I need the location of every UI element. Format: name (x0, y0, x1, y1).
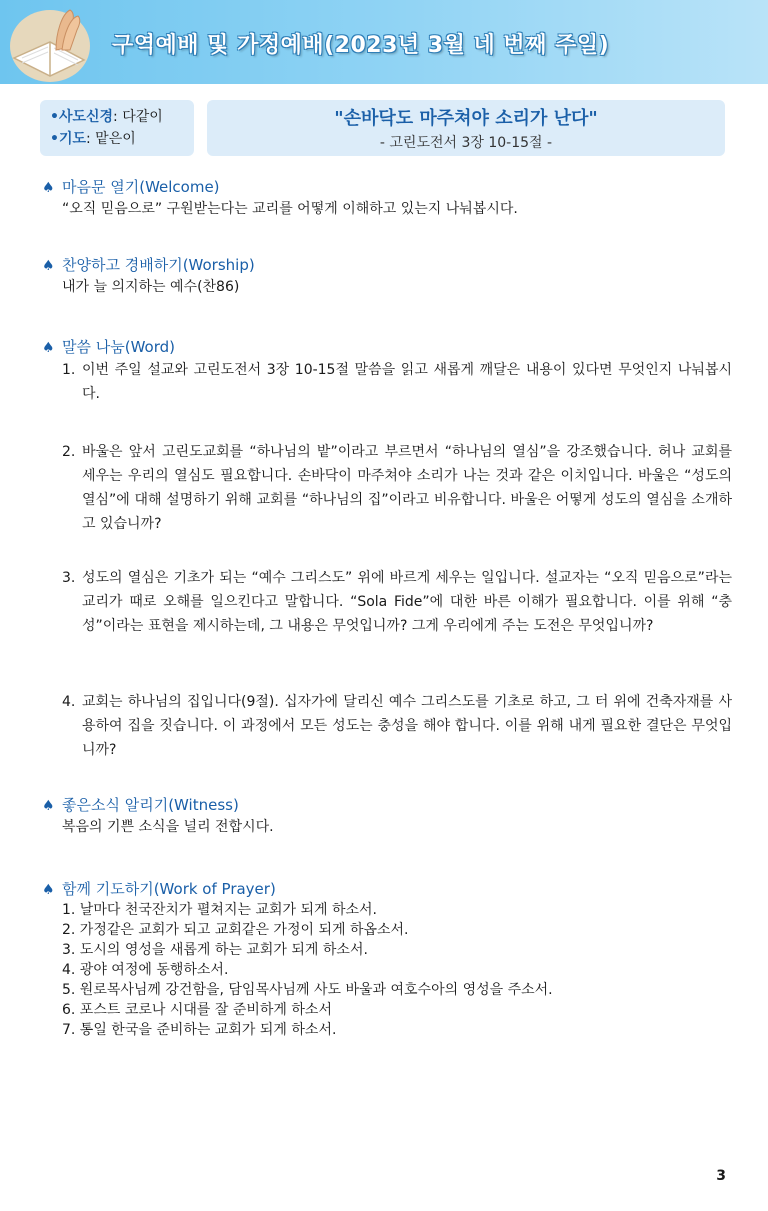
spade-icon: ♠ (42, 340, 55, 356)
page-number: 3 (716, 1168, 726, 1184)
question-item (62, 690, 732, 762)
question-number: 2. (62, 444, 76, 460)
section-heading-text: 마음문 열기(Welcome) (62, 178, 220, 196)
prayer-value: : 맡은이 (86, 131, 136, 147)
sermon-reference: - 고린도전서 3장 10-15절 - (379, 135, 553, 151)
section-heading (42, 336, 732, 358)
section-body: 내가 늘 의지하는 예수(찬86) (62, 279, 240, 295)
spade-icon: ♠ (42, 798, 55, 814)
section-prayer (42, 878, 732, 1040)
prayer-item: 2. 가정같은 교회가 되고 교회같은 가정이 되게 하옵소서. (62, 922, 409, 938)
section-welcome (42, 176, 732, 220)
prayer-line (50, 128, 194, 150)
prayer-label: •기도 (50, 131, 86, 147)
prayer-item: 6. 포스트 코로나 시대를 잘 준비하게 하소서 (62, 1002, 332, 1018)
page-title: 구역예배 및 가정예배(2023년 3월 네 번째 주일) (112, 33, 610, 58)
spade-icon: ♠ (42, 180, 55, 196)
question-text: 교회는 하나님의 집입니다(9절). 십자가에 달리신 예수 그리스도를 기초로 하고, 그 터 위에 건축자재를 사용하여 집을 짓습니다. 이 과정에서 모든 성도는 충성을 해야 합니다. 이를 위해 내게 필요한 결단은 무엇입니까? (82, 694, 732, 758)
worship-order-box (40, 100, 194, 156)
word-item-1 (42, 358, 732, 406)
question-number: 4. (62, 694, 76, 710)
section-heading-text: 말씀 나눔(Word) (62, 338, 175, 356)
section-heading-text: 찬양하고 경배하기(Worship) (62, 256, 255, 274)
prayer-item: 7. 통일 한국을 준비하는 교회가 되게 하소서. (62, 1022, 337, 1038)
prayer-item: 4. 광야 여정에 동행하소서. (62, 962, 229, 978)
question-text: 성도의 열심은 기초가 되는 “예수 그리스도” 위에 바르게 세우는 일입니다. 설교자는 “오직 믿음으로”라는 교리가 때로 오해를 일으킨다고 말합니다. “Sola Fide”에 대한 바른 이해가 필요합니다. 이를 위해 “충성”이라는 표현을 제시하는데, 그 내용은 무엇입니까? 그게 우리에게 주는 도전은 무엇입니까? (82, 570, 732, 634)
question-text: 바울은 앞서 고린도교회를 “하나님의 밭”이라고 부르면서 “하나님의 열심”을 강조했습니다. 허나 교회를 세우는 우리의 열심도 필요합니다. 손바닥이 마주쳐야 소리가 나는 것과 같은 이치입니다. 바울은 “성도의 열심”에 대해 설명하기 위해 교회를 “하나님의 집”이라고 비유합니다. 바울은 어떻게 성도의 열심을 소개하고 있습니까? (82, 444, 732, 532)
prayer-item: 5. 원로목사님께 강건함을, 담임목사님께 사도 바울과 여호수아의 영성을 주소서. (62, 982, 553, 998)
page-header (0, 0, 768, 84)
creed-value: : 다같이 (113, 109, 163, 125)
spade-icon: ♠ (42, 258, 55, 274)
section-heading (42, 176, 732, 198)
question-number: 1. (62, 362, 76, 378)
question-item (62, 566, 732, 638)
creed-label: •사도신경 (50, 109, 114, 125)
praying-hands-bible-image (4, 2, 94, 84)
prayer-item: 1. 날마다 천국잔치가 펼쳐지는 교회가 되게 하소서. (62, 902, 377, 918)
creed-line (50, 106, 194, 128)
question-item (62, 358, 732, 406)
section-heading (42, 254, 732, 276)
section-word (42, 336, 732, 358)
section-heading (42, 878, 732, 900)
question-text: 이번 주일 설교와 고린도전서 3장 10-15절 말씀을 읽고 새롭게 깨달은 내용이 있다면 무엇인지 나눠봅시다. (82, 362, 732, 402)
section-body: “오직 믿음으로” 구원받는다는 교리를 어떻게 이해하고 있는지 나눠봅시다. (62, 201, 518, 217)
section-body: 복음의 기쁜 소식을 널리 전합시다. (62, 819, 274, 835)
section-heading-text: 함께 기도하기(Work of Prayer) (62, 880, 276, 898)
sermon-box (207, 100, 725, 156)
section-heading-text: 좋은소식 알리기(Witness) (62, 796, 239, 814)
prayer-item: 3. 도시의 영성을 새롭게 하는 교회가 되게 하소서. (62, 942, 368, 958)
section-heading (42, 794, 732, 816)
sermon-title: "손바닥도 마주쳐야 소리가 난다" (334, 108, 598, 129)
prayer-list (62, 900, 732, 1040)
question-number: 3. (62, 570, 76, 586)
question-item (62, 440, 732, 536)
word-item-4 (42, 690, 732, 762)
word-item-3 (42, 566, 732, 638)
word-item-2 (42, 440, 732, 536)
section-witness (42, 794, 732, 838)
section-worship (42, 254, 732, 298)
spade-icon: ♠ (42, 882, 55, 898)
